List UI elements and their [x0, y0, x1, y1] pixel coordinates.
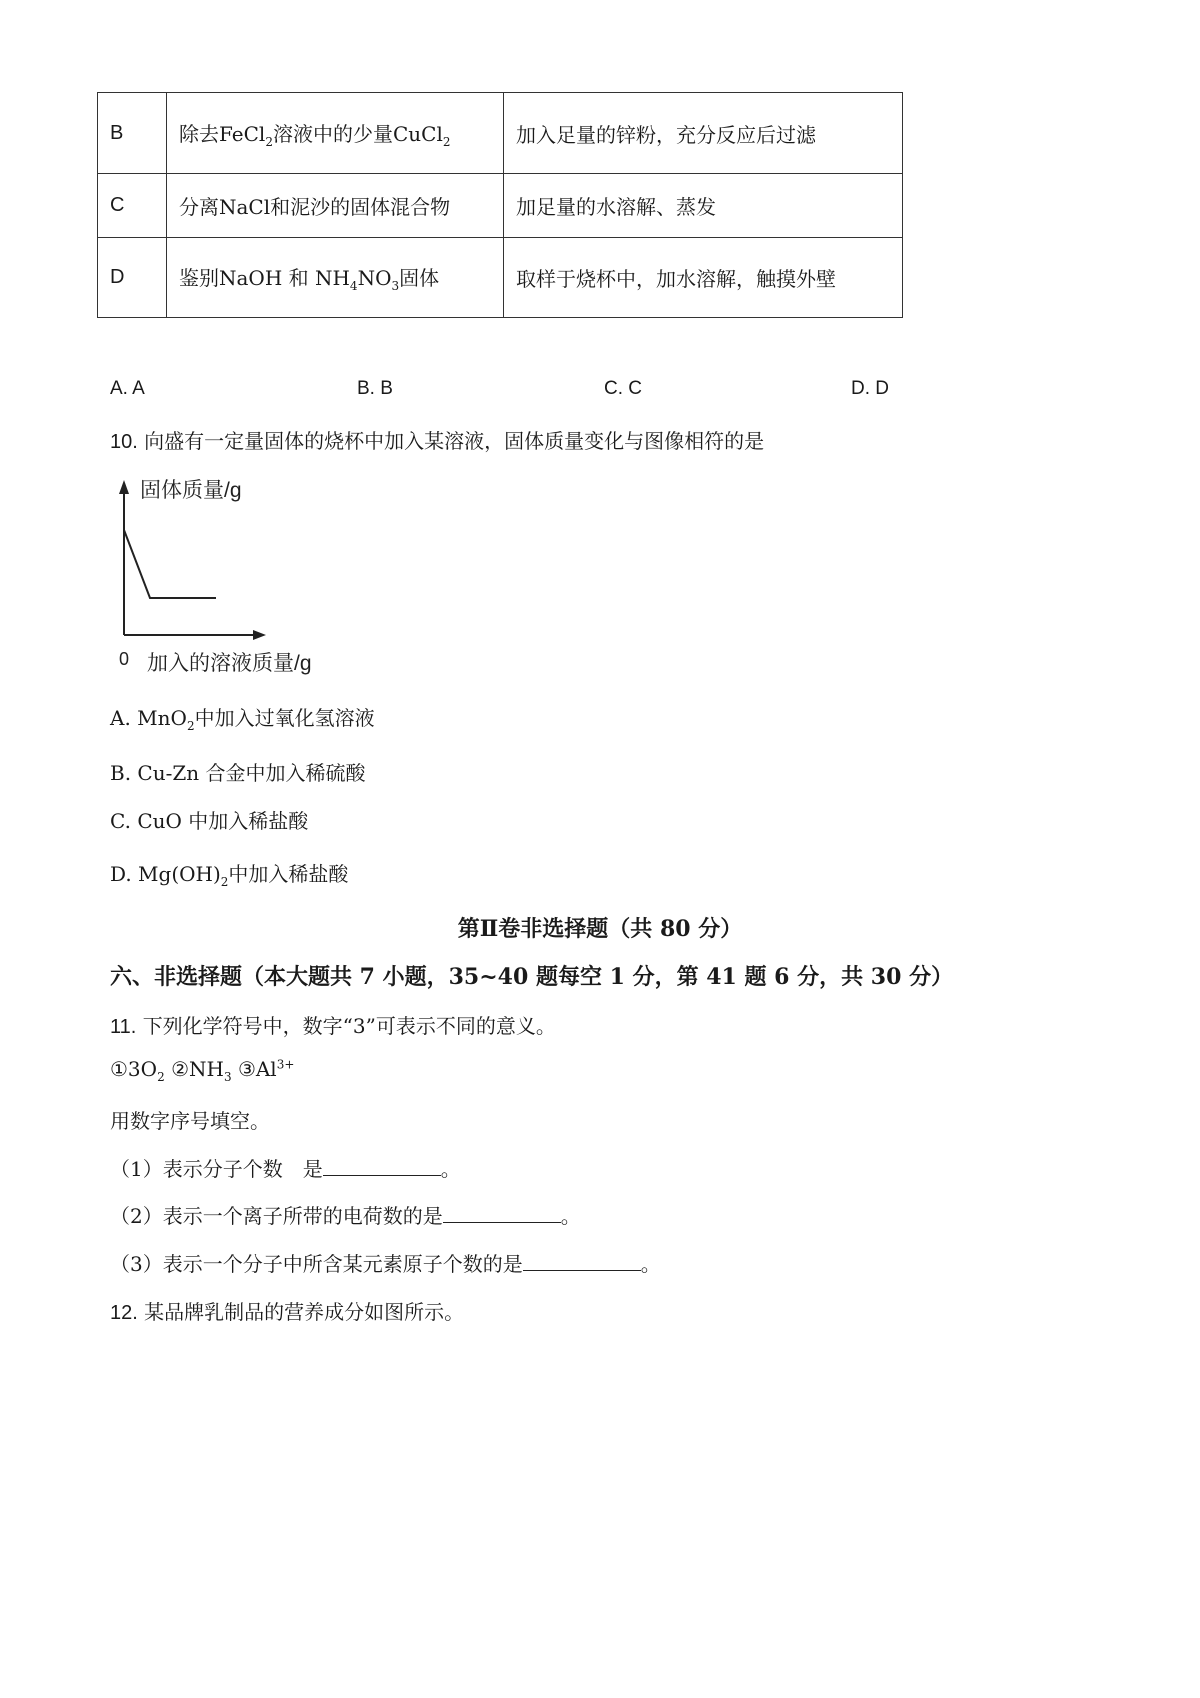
row-letter: C	[98, 174, 167, 238]
q11-item-1: （1）表示分子个数 是 。	[110, 1157, 461, 1181]
question-number: 10.	[110, 431, 138, 453]
choice-b[interactable]: B. B	[357, 378, 393, 399]
question-11	[110, 1010, 556, 1039]
row-letter: B	[98, 93, 167, 174]
row-letter: D	[98, 238, 167, 318]
graph-origin: 0	[119, 649, 130, 669]
answer-blank-1[interactable]	[323, 1157, 441, 1176]
question-stem: 下列化学符号中，数字“3”可表示不同的意义。	[142, 1014, 556, 1038]
choice-c[interactable]: C. C	[604, 378, 642, 399]
part-title: 六、非选择题（本大题共 7 小题，35~40 题每空 1 分，第 41 题 6 分，共 30 分）	[110, 964, 954, 990]
q11-item-3: （3）表示一个分子中所含某元素原子个数的是 。	[110, 1252, 661, 1276]
q10-option-d[interactable]: D. $Mg(OH)_2$中加入稀盐酸	[110, 862, 349, 889]
q10-option-c[interactable]: C. CuO 中加入稀盐酸	[110, 809, 309, 833]
choice-a[interactable]: A. A	[110, 378, 145, 399]
row-goal: 分离NaCl和泥沙的固体混合物	[167, 174, 504, 238]
q11-instruction: 用数字序号填空。	[110, 1109, 270, 1133]
graph-x-label: 加入的溶液质量/g	[147, 652, 312, 675]
table-row	[98, 174, 903, 238]
q10-option-a[interactable]: A. MnO$_2$中加入过氧化氢溶液	[110, 706, 375, 733]
options-table	[97, 92, 903, 318]
row-method: 加入足量的锌粉，充分反应后过滤	[504, 93, 903, 174]
table-row	[98, 238, 903, 318]
question-stem: 某品牌乳制品的营养成分如图所示。	[144, 1300, 465, 1324]
row-method: 取样于烧杯中，加水溶解，触摸外壁	[504, 238, 903, 318]
q11-symbols: $①3O_2$ $②NH_3$ $③Al^{3+}$	[110, 1057, 295, 1084]
x-axis-arrow-icon	[253, 630, 266, 640]
choice-d[interactable]: D. D	[851, 378, 889, 399]
y-axis-arrow-icon	[119, 480, 129, 494]
table-row	[98, 93, 903, 174]
volume-title: 第Ⅱ卷非选择题（共 80 分）	[457, 916, 743, 942]
q10-option-b[interactable]: B. Cu-Zn 合金中加入稀硫酸	[110, 761, 366, 785]
row-method: 加足量的水溶解、蒸发	[504, 174, 903, 238]
row-goal: 鉴别NaOH 和 $NH_4NO_3$固体	[167, 238, 504, 318]
question-stem: 向盛有一定量固体的烧杯中加入某溶液，固体质量变化与图像相符的是	[144, 429, 765, 453]
q11-item-2: （2）表示一个离子所带的电荷数的是 。	[110, 1204, 581, 1228]
question-number: 12.	[110, 1302, 138, 1324]
question-number: 11.	[110, 1016, 137, 1038]
graph-y-label: 固体质量/g	[140, 479, 242, 502]
question-12	[110, 1296, 464, 1325]
question-10	[110, 425, 764, 454]
answer-blank-2[interactable]	[443, 1204, 561, 1223]
mass-curve	[124, 530, 216, 598]
row-goal: 除去FeCl$_2$溶液中的少量CuCl$_2$	[167, 93, 504, 174]
answer-blank-3[interactable]	[523, 1252, 641, 1271]
